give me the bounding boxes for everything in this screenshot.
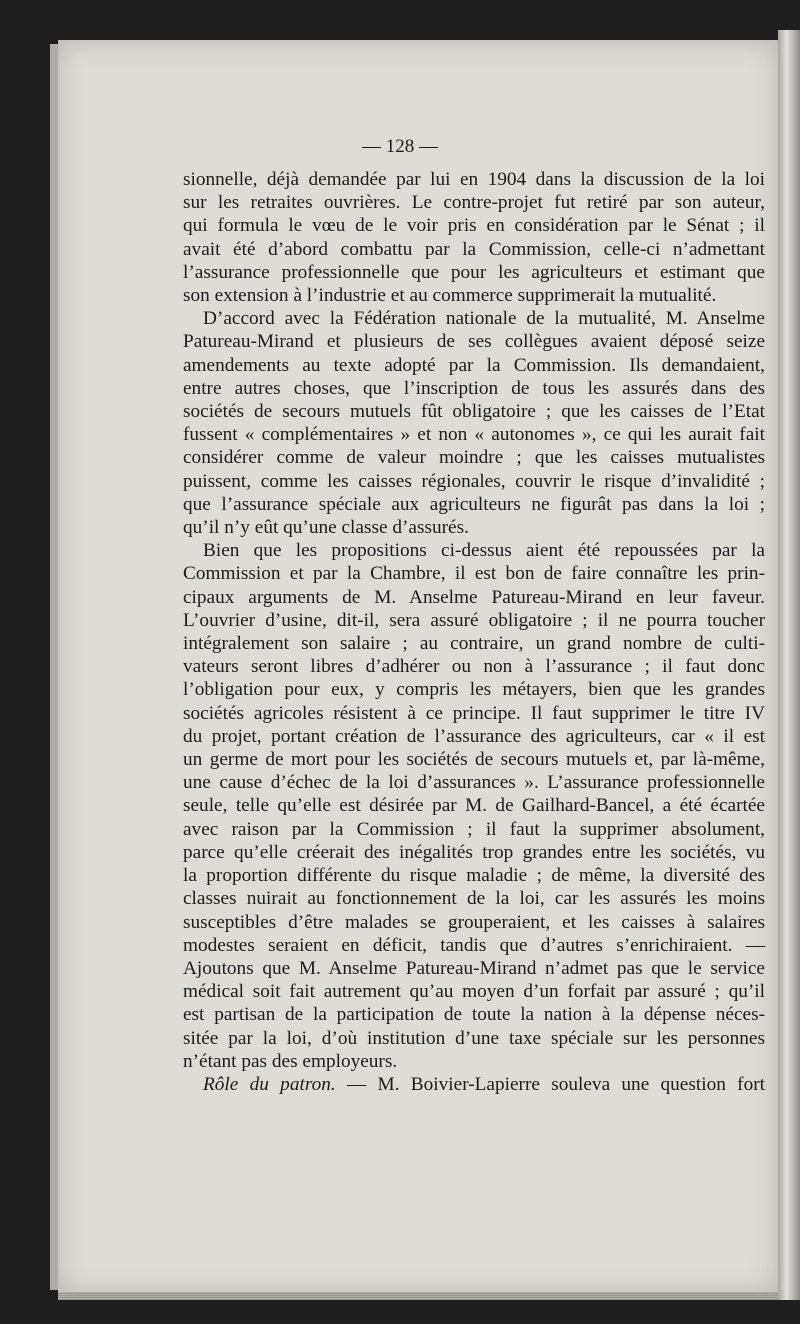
paragraph-1 bbox=[183, 168, 765, 307]
text-line: entre autres choses, que l’inscription de tous les assurés dans des bbox=[183, 377, 765, 399]
text-line: L’ouvrier d’usine, dit-il, sera assuré obligatoire ; il ne pourra toucher bbox=[183, 609, 765, 631]
paragraph-4 bbox=[183, 1073, 765, 1096]
text-line: est partisan de la participation de toute la nation à la dépense néces- bbox=[183, 1004, 765, 1026]
text-line: sionnelle, déjà demandée par lui en 1904 dans la discussion de la loi bbox=[183, 169, 765, 190]
text-line: une cause d’échec de la loi d’assurances ». L’assurance professionnelle bbox=[183, 772, 765, 794]
text-line: cipaux arguments de M. Anselme Patureau-Mirand en leur faveur. bbox=[183, 586, 765, 608]
text-line: puissent, comme les caisses régionales, couvrir le risque d’invalidité ; bbox=[183, 470, 765, 492]
section-text: — M. Boivier-Lapierre souleva une question fort bbox=[335, 1073, 765, 1095]
text-line: Patureau-Mirand et plusieurs de ses collègues avaient déposé seize bbox=[183, 331, 765, 353]
text-line: avait été d’abord combattu par la Commission, celle-ci n’admettant bbox=[183, 238, 765, 260]
text-line: l’assurance professionnelle que pour les agriculteurs et estimant que bbox=[183, 261, 765, 283]
text-line: susceptibles d’être malades se grouperaient, et les caisses à salaires bbox=[183, 911, 765, 933]
text-line: parce qu’elle créerait des inégalités trop grandes entre les sociétés, vu bbox=[183, 841, 765, 863]
section-title: Rôle du patron. bbox=[203, 1073, 336, 1095]
text-line: qu’il n’y eût qu’une classe d’assurés. bbox=[183, 517, 469, 539]
text-line: amendements au texte adopté par la Commission. Ils demandaient, bbox=[183, 354, 765, 376]
text-line bbox=[183, 1073, 765, 1096]
paragraph-2 bbox=[183, 307, 765, 539]
text-line: Bien que les propositions ci-dessus aient été repoussées par la bbox=[203, 540, 765, 562]
text-line: seule, telle qu’elle est désirée par M. de Gailhard-Bancel, a été écartée bbox=[183, 795, 765, 817]
text-line: modestes seraient en déficit, tandis que d’autres s’enrichiraient. — bbox=[183, 934, 765, 956]
text-line: un germe de mort pour les sociétés de secours mutuels et, par là-même, bbox=[183, 749, 765, 771]
page-number: — 128 — bbox=[362, 136, 438, 157]
text-line: la proportion différente du risque maladie ; de même, la diversité des bbox=[183, 865, 765, 887]
text-line: qui formula le vœu de le voir pris en considération par le Sénat ; il bbox=[183, 215, 765, 237]
text-line: Ajoutons que M. Anselme Patureau-Mirand n’admet pas que le service bbox=[183, 957, 765, 979]
text-line: D’accord avec la Fédération nationale de la mutualité, M. Anselme bbox=[203, 308, 765, 330]
text-line: n’étant pas des employeurs. bbox=[183, 1050, 398, 1072]
body-text bbox=[183, 168, 765, 1096]
text-line: intégralement son salaire ; au contraire, un grand nombre de culti- bbox=[183, 633, 765, 655]
text-line: sur les retraites ouvrières. Le contre-projet fut retiré par son auteur, bbox=[183, 192, 765, 214]
page-stack-bottom-edge bbox=[58, 1292, 778, 1300]
text-line: classes nuirait au fonctionnement de la loi, car les assurés les moins bbox=[183, 888, 765, 910]
text-line: Commission et par la Chambre, il est bon de faire connaître les prin- bbox=[183, 563, 765, 585]
text-line: du projet, portant création de l’assurance des agriculteurs, car « il est bbox=[183, 725, 765, 747]
text-line: son extension à l’industrie et au commerce supprimerait la mutualité. bbox=[183, 285, 717, 307]
text-line: vateurs seront libres d’adhérer ou non à l’assurance ; il faut donc bbox=[183, 656, 765, 678]
text-line: médical soit fait autrement qu’au moyen d’un forfait par assuré ; qu’il bbox=[183, 981, 765, 1003]
text-line: fussent « complémentaires » et non « autonomes », ce qui les aurait fait bbox=[183, 424, 765, 446]
text-line: que l’assurance spéciale aux agriculteurs ne figurât pas dans la loi ; bbox=[183, 493, 765, 515]
text-line: sociétés agricoles résistent à ce principe. Il faut supprimer le titre IV bbox=[183, 702, 765, 724]
page-stack-right-edge bbox=[778, 30, 800, 1300]
text-line: l’obligation pour eux, y compris les métayers, bien que les grandes bbox=[183, 679, 765, 701]
text-line: avec raison par la Commission ; il faut la supprimer absolument, bbox=[183, 818, 765, 840]
text-line: sitée par la loi, d’où institution d’une taxe spéciale sur les personnes bbox=[183, 1027, 765, 1049]
paragraph-3 bbox=[183, 539, 765, 1073]
text-line: sociétés de secours mutuels fût obligatoire ; que les caisses de l’Etat bbox=[183, 401, 765, 423]
text-line: considérer comme de valeur moindre ; que les caisses mutualistes bbox=[183, 447, 765, 469]
